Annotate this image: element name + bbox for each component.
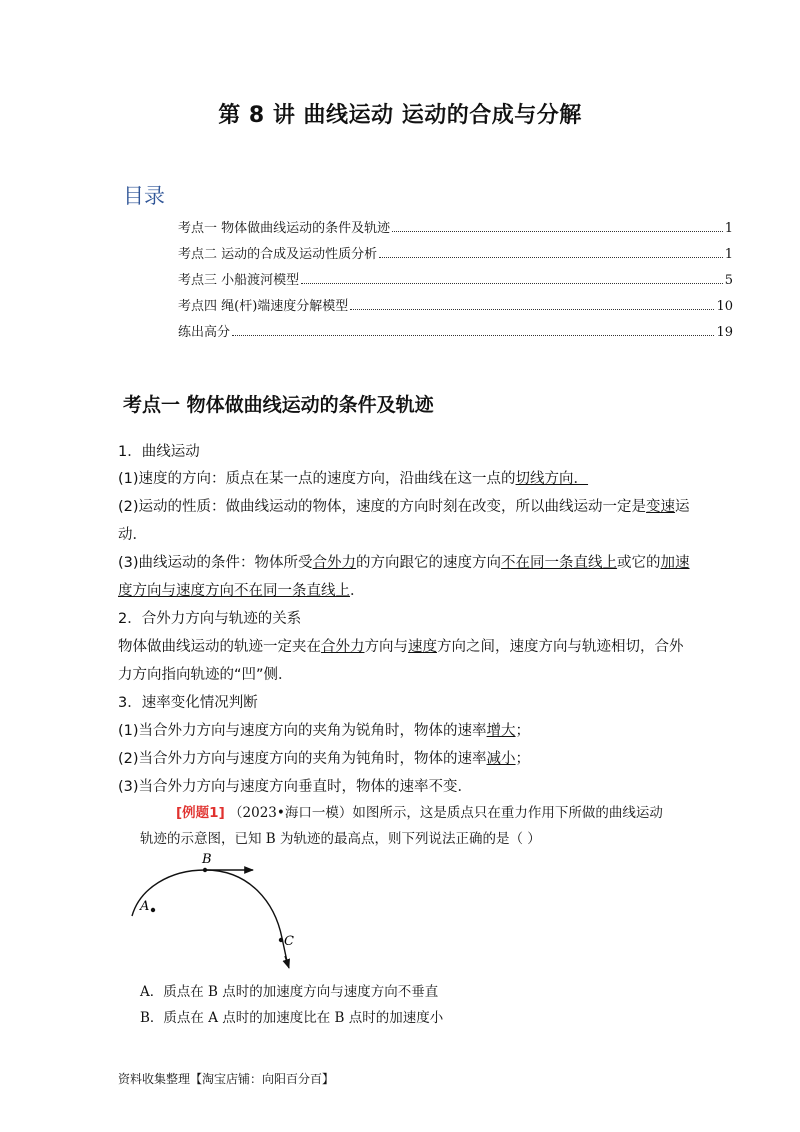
paragraph-cont: 动．: [118, 527, 147, 543]
paragraph: (3)当合外力方向与速度方向垂直时，物体的速率不变．: [118, 779, 473, 795]
toc-item-page: 10: [716, 299, 733, 314]
point-c: [279, 938, 283, 942]
toc-leader-dots: [350, 309, 714, 310]
paragraph-cont: 度方向与速度方向不在同一条直线上．: [118, 583, 365, 599]
toc-item[interactable]: [178, 242, 733, 262]
toc-item[interactable]: [178, 294, 733, 314]
example-tag: [例题1]: [176, 805, 225, 821]
paragraph-cont: 力方向指向轨迹的“凹”侧．: [118, 667, 293, 683]
toc-leader-dots: [379, 257, 723, 258]
toc-item-label: 考点一 物体做曲线运动的条件及轨迹: [178, 221, 391, 236]
choice-a: A．质点在 B 点时的加速度方向与速度方向不垂直: [140, 984, 439, 1000]
toc-item-page: 1: [724, 247, 733, 262]
toc-heading: 目录: [123, 184, 165, 208]
paragraph: (2)运动的性质：做曲线运动的物体，速度的方向时刻在改变，所以曲线运动一定是变速运: [118, 499, 690, 515]
label-c: C: [284, 934, 294, 949]
subsection-title: 2．合外力方向与轨迹的关系: [118, 611, 302, 627]
subsection-title: 1．曲线运动: [118, 444, 200, 460]
page-title: 第 8 讲 曲线运动 运动的合成与分解: [218, 103, 582, 128]
toc-item-label: 考点二 运动的合成及运动性质分析: [178, 247, 378, 262]
toc-item-page: 1: [724, 221, 733, 236]
section-heading: 考点一 物体做曲线运动的条件及轨迹: [123, 394, 434, 416]
paragraph: 物体做曲线运动的轨迹一定夹在合外力方向与速度方向之间，速度方向与轨迹相切，合外: [118, 639, 684, 655]
paragraph: (1)当合外力方向与速度方向的夹角为锐角时，物体的速率增大；: [118, 723, 531, 739]
toc-item-label: 考点三 小船渡河模型: [178, 273, 300, 288]
footer-text: 资料收集整理【淘宝店铺：向阳百分百】: [118, 1072, 335, 1086]
subsection-title: 3．速率变化情况判断: [118, 695, 258, 711]
toc-leader-dots: [392, 231, 723, 232]
example-line: 轨迹的示意图，已知 B 为轨迹的最高点，则下列说法正确的是（ ）: [140, 831, 541, 847]
toc-item-label: 练出高分: [178, 325, 231, 340]
toc-item-page: 5: [724, 273, 733, 288]
toc-item-page: 19: [716, 325, 733, 340]
point-a: [151, 908, 155, 912]
example-line: [例题1] （2023•海口一模）如图所示，这是质点只在重力作用下所做的曲线运动: [176, 805, 663, 821]
toc-item-label: 考点四 绳(杆)端速度分解模型: [178, 299, 349, 314]
label-a: A: [140, 899, 150, 914]
paragraph: (3)曲线运动的条件：物体所受合外力的方向跟它的速度方向不在同一条直线上或它的加速: [118, 555, 690, 571]
toc-leader-dots: [232, 335, 714, 336]
toc-item[interactable]: [178, 268, 733, 288]
end-arrow: [285, 956, 289, 968]
toc-item[interactable]: [178, 320, 733, 340]
choice-b: B．质点在 A 点时的加速度比在 B 点时的加速度小: [140, 1010, 444, 1026]
label-b: B: [202, 852, 212, 867]
trajectory-curve: [132, 870, 288, 966]
toc-item[interactable]: [178, 216, 733, 236]
toc-leader-dots: [301, 283, 723, 284]
point-b: [203, 868, 207, 872]
paragraph: (1)速度的方向：质点在某一点的速度方向，沿曲线在这一点的切线方向．: [118, 471, 589, 487]
paragraph: (2)当合外力方向与速度方向的夹角为钝角时，物体的速率减小；: [118, 751, 531, 767]
trajectory-figure: [120, 848, 320, 978]
